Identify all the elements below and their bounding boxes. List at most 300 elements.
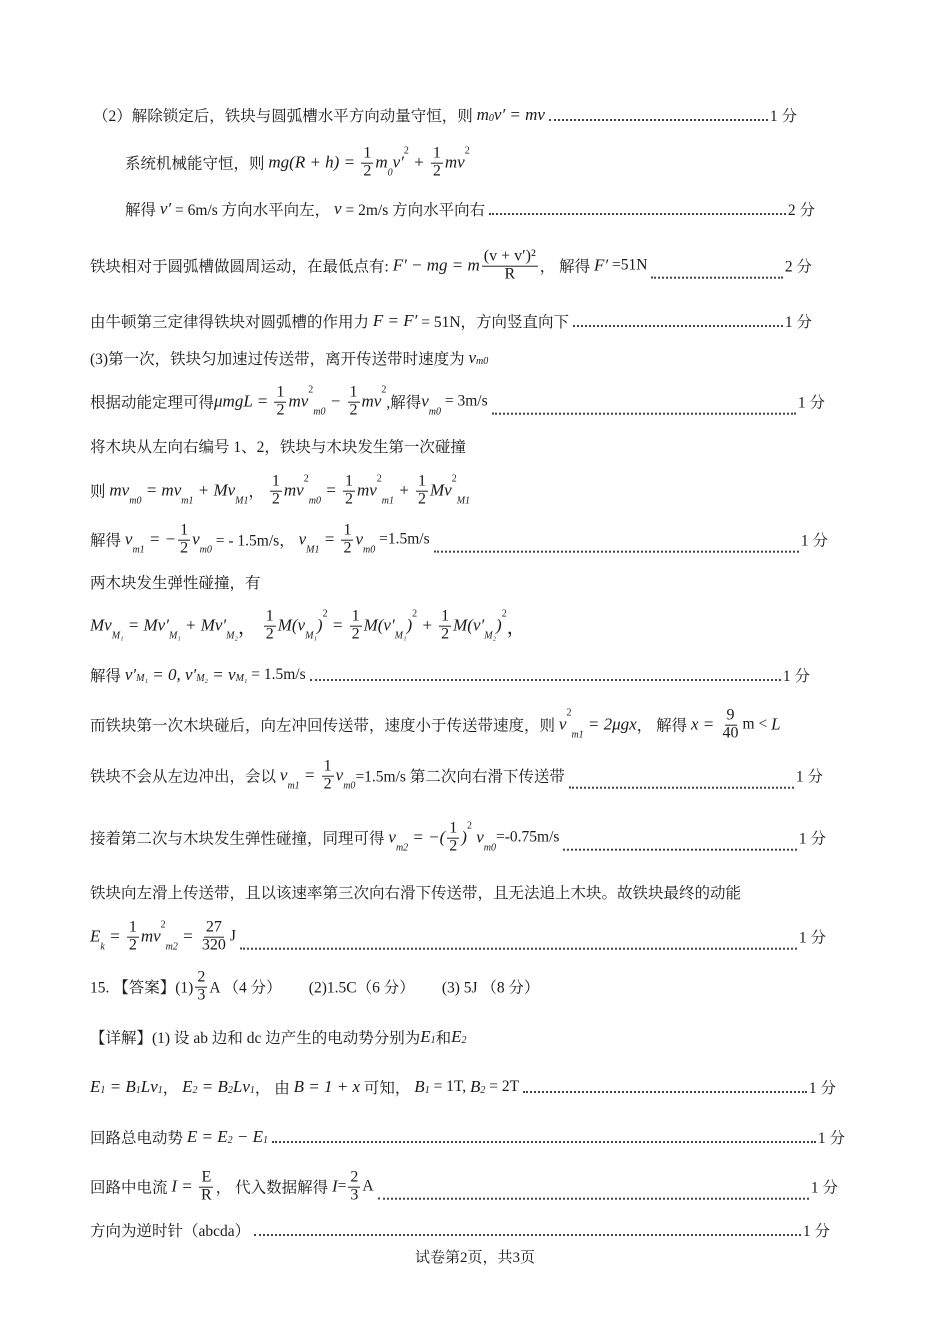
line-content <box>90 1219 250 1241</box>
math-expression: = <box>320 481 341 500</box>
math-expression: = <box>327 616 348 635</box>
math-expression: mv <box>140 927 161 946</box>
math-expression: L <box>771 715 781 734</box>
text-run: (3)第一次，铁块匀加速过传送带，离开传送带时速度为 <box>90 351 469 368</box>
fraction-numerator: (v + v′)² <box>483 247 536 265</box>
math-subscript: 1 <box>263 1135 268 1146</box>
text-run: 回路总电动势 <box>90 1130 187 1147</box>
line-content <box>90 920 236 955</box>
math-subscript: m1 <box>287 780 300 792</box>
score-points: 1 分 <box>810 1180 838 1197</box>
math-expression: + <box>408 153 429 172</box>
math-superscript: 2 <box>322 608 328 620</box>
text-run: A （4 分） (2)1.5C（6 分） (3) 5J （8 分） <box>209 980 540 997</box>
math-subscript: 2 <box>227 1135 233 1146</box>
text-run: 方向为逆时针（abcda） <box>90 1223 251 1240</box>
math-expression: B = 1 + x <box>293 1077 361 1096</box>
solution-line <box>90 310 812 332</box>
fraction-numerator: 1 <box>418 472 426 490</box>
math-subscript: 1 <box>157 1085 163 1096</box>
fraction-denominator: R <box>201 1186 212 1204</box>
math-expression: E <box>90 1077 101 1096</box>
math-expression: M(v <box>277 616 306 635</box>
line-content <box>90 474 470 509</box>
math-superscript: 2 <box>376 473 382 485</box>
fraction-numerator: 1 <box>351 607 360 625</box>
text-run: ,解得 <box>386 395 422 412</box>
text-run: = 3m/s <box>441 393 488 410</box>
line-content <box>93 104 545 126</box>
line-content <box>125 146 470 181</box>
dot-leader <box>569 786 794 788</box>
line-content <box>90 523 430 558</box>
math-subscript: M1 <box>235 495 249 507</box>
fraction-numerator: 9 <box>726 706 735 724</box>
fraction-denominator: 2 <box>349 401 358 419</box>
math-subscript: m1 <box>132 544 145 556</box>
dot-leader <box>651 276 782 278</box>
fraction-denominator: 2 <box>351 625 360 643</box>
fraction-numerator: 1 <box>449 819 458 837</box>
math-fraction <box>343 474 355 509</box>
dot-leader <box>563 848 796 850</box>
math-superscript: 2 <box>381 384 387 396</box>
solution-line <box>90 385 825 420</box>
text-run: m < <box>742 716 772 733</box>
solution-line <box>90 821 826 856</box>
math-subscript: 0 <box>488 113 494 124</box>
line-content <box>90 310 569 332</box>
math-subscript: M₂ <box>196 673 209 684</box>
math-subscript: m1 <box>181 495 194 507</box>
solution-line <box>90 1126 845 1148</box>
score-points: 1 分 <box>769 108 797 125</box>
text-run: 而铁块第一次木块碰后，向左冲回传送带，速度小于传送带速度，则 <box>90 718 559 735</box>
math-subscript: 1 <box>430 1035 436 1046</box>
math-superscript: 2 <box>160 919 166 931</box>
math-expression: ) <box>316 616 323 635</box>
math-superscript: 2 <box>403 145 409 157</box>
math-expression: = Mv′ <box>123 616 169 635</box>
math-subscript: 0 <box>387 167 393 179</box>
text-run: =1.5m/s 第二次向右滑下传送带 <box>355 769 565 786</box>
solution-line <box>90 708 781 743</box>
math-fraction <box>447 821 459 856</box>
fraction-numerator: 1 <box>344 472 353 490</box>
math-subscript: M₁ <box>111 630 124 642</box>
math-fraction <box>341 523 353 558</box>
math-expression: = − <box>144 530 177 549</box>
fraction-numerator: 1 <box>265 607 274 625</box>
line-content <box>125 198 485 220</box>
math-fraction <box>127 920 139 955</box>
math-subscript: 2 <box>192 1085 198 1096</box>
math-superscript: 2 <box>451 473 457 485</box>
math-expression: v′ = mv <box>493 105 545 124</box>
fraction-denominator: 3 <box>350 1186 359 1204</box>
score-points: 1 分 <box>797 395 825 412</box>
line-content <box>90 249 647 284</box>
solution-line <box>90 1026 467 1048</box>
math-expression: v′ <box>159 199 172 218</box>
math-expression: mg(R + h) = <box>268 153 360 172</box>
solution-line <box>125 198 815 220</box>
line-content <box>90 1076 519 1098</box>
text-run: （2）解除锁定后，铁块与圆弧槽水平方向动量守恒，则 <box>93 108 477 125</box>
math-fraction <box>350 609 362 644</box>
math-expression: m <box>476 105 489 124</box>
text-run: ， <box>506 617 526 639</box>
text-run: 接着第二次与木块发生弹性碰撞，同理可得 <box>90 831 389 848</box>
text-run: = 2m/s 方向水平向右 <box>341 202 486 219</box>
score-points: 2 分 <box>787 202 815 219</box>
math-subscript: m2 <box>395 842 409 854</box>
math-expression: v <box>124 530 133 549</box>
solution-line <box>90 970 540 1005</box>
math-expression: v′ <box>124 665 137 684</box>
fraction-numerator: 1 <box>349 383 358 401</box>
text-run: = 1.5m/s <box>247 666 306 683</box>
text-run: 【详解】(1) 设 ab 边和 dc 边产生的电动势分别为 <box>90 1030 421 1047</box>
math-subscript: 2 <box>461 1035 467 1046</box>
math-expression: + <box>417 616 438 635</box>
text-run: = - 1.5m/s， <box>211 533 299 550</box>
math-subscript: M₁ <box>168 630 181 642</box>
math-fraction <box>274 385 286 420</box>
fraction-numerator: 2 <box>197 968 206 986</box>
fraction-denominator: 2 <box>343 539 352 557</box>
math-superscript: 2 <box>308 384 314 396</box>
math-subscript: m0 <box>476 356 489 367</box>
line-content <box>90 385 488 420</box>
math-subscript: M₂ <box>226 630 238 642</box>
line-content <box>90 664 306 686</box>
math-subscript: m0 <box>129 495 142 507</box>
math-subscript: M₁ <box>235 673 248 684</box>
math-subscript: m0 <box>363 544 376 556</box>
dot-leader <box>310 679 781 681</box>
math-expression: v <box>471 828 484 847</box>
math-expression: M(v′ <box>453 616 485 635</box>
math-expression: mv <box>356 481 377 500</box>
text-run: 则 <box>90 484 110 501</box>
math-fraction <box>416 474 428 509</box>
fraction-denominator: 2 <box>271 490 280 508</box>
math-expression: v′ <box>392 153 404 172</box>
dot-leader <box>272 1141 816 1143</box>
math-expression: = mv <box>141 481 182 500</box>
math-subscript: M₁ <box>394 630 407 642</box>
line-content <box>90 821 559 856</box>
score-points: 1 分 <box>784 314 812 331</box>
math-fraction <box>178 523 190 558</box>
math-expression: = B <box>197 1077 228 1096</box>
text-run: 两木块发生弹性碰撞，有 <box>90 575 261 592</box>
fraction-numerator: 1 <box>343 521 352 539</box>
math-fraction <box>200 920 228 955</box>
math-subscript: m0 <box>428 406 441 418</box>
math-fraction <box>264 609 276 644</box>
text-run: = <box>337 1178 347 1195</box>
text-run: 解得 <box>90 668 125 685</box>
math-fraction <box>431 146 443 181</box>
math-subscript: 1 <box>135 1085 141 1096</box>
math-subscript: M1 <box>306 544 320 556</box>
math-expression: v <box>279 766 288 785</box>
solution-line <box>90 523 828 558</box>
dot-leader <box>492 412 796 414</box>
math-expression: E <box>420 1027 431 1046</box>
math-expression: B <box>414 1077 425 1096</box>
text-run: = 6m/s 方向水平向左， <box>171 202 335 219</box>
math-subscript: m0 <box>199 544 212 556</box>
math-fraction <box>721 708 741 743</box>
math-superscript: 2 <box>412 608 418 620</box>
solution-line <box>90 474 470 509</box>
score-points: 1 分 <box>782 668 810 685</box>
math-expression: Lv <box>140 1077 158 1096</box>
math-fraction <box>439 609 451 644</box>
solution-line <box>90 920 826 955</box>
math-fraction <box>322 759 334 794</box>
math-superscript: 2 <box>303 473 309 485</box>
math-expression: v <box>355 530 364 549</box>
text-run: A <box>362 1178 374 1195</box>
text-run: 系统机械能守恒，则 <box>125 156 269 173</box>
math-expression: + <box>394 481 414 500</box>
math-subscript: M₂ <box>484 630 497 642</box>
math-superscript: 2 <box>566 707 572 719</box>
line-content <box>90 1170 374 1205</box>
text-run: 解得 <box>125 202 160 219</box>
solution-line <box>90 347 488 369</box>
math-fraction <box>482 249 538 284</box>
dot-leader <box>549 119 768 121</box>
math-expression: mv <box>361 392 382 411</box>
text-run: 由牛顿第三定律得铁块对圆弧槽的作用力 <box>90 314 373 331</box>
math-subscript: M₁ <box>305 630 317 642</box>
text-run: 15. 【答案】(1) <box>90 980 194 997</box>
line-content <box>90 1126 268 1148</box>
fraction-denominator: 3 <box>197 986 206 1004</box>
math-expression: − E <box>232 1127 263 1146</box>
math-expression: x = <box>691 715 719 734</box>
math-fraction <box>361 146 373 181</box>
score-points: 1 分 <box>800 533 828 550</box>
line-content <box>90 881 741 903</box>
text-run: 解得 <box>90 533 125 550</box>
score-points: 1 分 <box>798 930 826 947</box>
fraction-numerator: 1 <box>363 144 372 162</box>
math-expression: μmgL = <box>214 392 273 411</box>
math-expression: E <box>90 927 101 946</box>
math-fraction <box>195 970 207 1005</box>
fraction-denominator: 2 <box>363 162 372 180</box>
solution-line <box>90 1170 838 1205</box>
math-expression: ) <box>496 616 502 635</box>
line-content <box>90 759 565 794</box>
solution-line <box>90 881 741 903</box>
math-expression: B <box>470 1077 481 1096</box>
fraction-numerator: E <box>201 1168 212 1186</box>
text-run: ， 解得 <box>636 718 691 735</box>
fraction-denominator: 2 <box>323 775 332 793</box>
math-expression: v <box>335 766 344 785</box>
math-fraction <box>270 474 282 509</box>
score-points: 1 分 <box>817 1130 845 1147</box>
math-subscript: M1 <box>456 495 471 507</box>
math-expression: = v <box>208 665 236 684</box>
page-footer: 试卷第2页，共3页 <box>414 1250 535 1266</box>
math-expression: v <box>558 715 567 734</box>
math-subscript: 1 <box>249 1085 255 1096</box>
math-superscript: 2 <box>464 145 470 157</box>
score-points: 2 分 <box>784 259 812 276</box>
fraction-denominator: 2 <box>265 625 274 643</box>
math-expression: M(v′ <box>363 616 395 635</box>
solution-line <box>90 249 812 284</box>
text-run: ， 代入数据解得 <box>215 1180 332 1197</box>
fraction-denominator: 320 <box>201 936 226 954</box>
fraction-numerator: 1 <box>128 918 137 936</box>
math-subscript: 1 <box>100 1085 106 1096</box>
math-subscript: 2 <box>480 1085 486 1096</box>
fraction-denominator: 2 <box>276 401 285 419</box>
score-points: 1 分 <box>795 769 823 786</box>
fraction-denominator: R <box>504 265 516 283</box>
math-expression: mv <box>444 153 465 172</box>
text-run: = 51N，方向竖直向下 <box>417 314 570 331</box>
text-run: ， <box>248 484 268 501</box>
math-expression: ) <box>406 616 413 635</box>
math-subscript: m0 <box>483 842 496 854</box>
score-points: 1 分 <box>802 1223 830 1240</box>
line-content <box>90 347 488 369</box>
fraction-denominator: 2 <box>418 490 426 508</box>
dot-leader <box>240 947 797 949</box>
line-content <box>90 435 466 457</box>
math-subscript: M₁ <box>136 673 148 684</box>
math-expression: Mv <box>90 616 112 635</box>
text-run: = 2T <box>485 1078 520 1095</box>
math-subscript: m1 <box>571 729 584 741</box>
math-expression: mv <box>109 481 130 500</box>
text-run: = 1T, <box>429 1078 470 1095</box>
dot-leader <box>523 1091 807 1093</box>
fraction-denominator: 2 <box>441 625 450 643</box>
math-expression: + Mv′ <box>180 616 227 635</box>
score-points: 1 分 <box>808 1080 836 1097</box>
math-expression: = <box>177 927 198 946</box>
dot-leader <box>489 213 786 215</box>
math-expression: = 0, v′ <box>147 665 197 684</box>
fraction-numerator: 1 <box>180 521 189 539</box>
dot-leader <box>434 550 799 552</box>
text-run: ， <box>162 1080 183 1097</box>
math-expression: + Mv <box>193 481 236 500</box>
math-expression: F′ <box>594 256 609 275</box>
math-expression: Lv <box>232 1077 250 1096</box>
text-run: 回路中电流 <box>90 1180 172 1197</box>
solution-line <box>93 104 797 126</box>
line-content <box>90 1026 467 1048</box>
fraction-denominator: 2 <box>432 162 441 180</box>
math-subscript: m2 <box>165 941 178 953</box>
math-subscript: k <box>100 941 105 953</box>
text-run: =1.5m/s <box>375 531 430 548</box>
math-expression: v <box>298 530 307 549</box>
line-content <box>90 708 781 743</box>
text-run: =51N <box>608 257 648 274</box>
math-expression: = <box>104 927 125 946</box>
text-run: 根据动能定理可得 <box>90 395 215 412</box>
math-expression: − <box>325 392 346 411</box>
solution-line <box>125 146 470 181</box>
solution-line <box>90 1219 830 1241</box>
solution-line <box>90 664 810 686</box>
fraction-denominator: 2 <box>344 490 353 508</box>
math-expression: E = E <box>186 1127 228 1146</box>
fraction-numerator: 1 <box>271 472 280 490</box>
math-expression: I <box>331 1177 338 1196</box>
math-expression: mv <box>288 392 309 411</box>
line-content <box>90 970 540 1005</box>
dot-leader <box>573 325 783 327</box>
math-fraction <box>348 1170 360 1205</box>
math-expression: F = F′ <box>372 311 418 330</box>
math-expression: E <box>451 1027 462 1046</box>
score-points: 1 分 <box>798 831 826 848</box>
fraction-numerator: 1 <box>276 383 285 401</box>
solution-line <box>90 1076 836 1098</box>
math-superscript: 2 <box>466 820 472 832</box>
math-expression: = −( <box>408 828 446 847</box>
math-expression: v <box>334 199 342 218</box>
math-expression: = <box>319 530 340 549</box>
dot-leader <box>378 1197 809 1199</box>
fraction-numerator: 2 <box>350 1168 359 1186</box>
text-run: 将木块从左向右编号 1、2，铁块与木块发生第一次碰撞 <box>90 439 466 456</box>
text-run: 铁块相对于圆弧槽做圆周运动，在最低点有: <box>90 259 393 276</box>
math-expression: E <box>182 1077 193 1096</box>
math-expression: F′ − mg = m <box>392 256 480 275</box>
fraction-numerator: 1 <box>323 757 332 775</box>
text-run: 铁块不会从左边冲出，会以 <box>90 769 280 786</box>
math-expression: = B <box>105 1077 136 1096</box>
math-expression: = <box>299 766 320 785</box>
math-expression: v <box>192 530 200 549</box>
text-run: ， 解得 <box>539 259 595 276</box>
math-expression: v <box>468 348 476 367</box>
math-subscript: m0 <box>343 780 356 792</box>
dot-leader <box>254 1234 801 1236</box>
math-fraction <box>348 385 360 420</box>
math-expression: v <box>388 828 396 847</box>
line-content <box>90 571 261 593</box>
math-fraction <box>199 1170 214 1205</box>
solution-line <box>90 609 526 644</box>
fraction-denominator: 40 <box>722 724 739 742</box>
text-run: J <box>229 928 236 945</box>
fraction-denominator: 2 <box>449 837 458 855</box>
text-run: ， <box>237 617 262 639</box>
solution-line <box>90 759 823 794</box>
math-expression: = 2μgx <box>583 715 637 734</box>
math-subscript: m1 <box>381 495 395 507</box>
math-expression: mv <box>283 481 304 500</box>
math-subscript: m0 <box>308 495 321 507</box>
math-expression: m <box>375 153 388 172</box>
